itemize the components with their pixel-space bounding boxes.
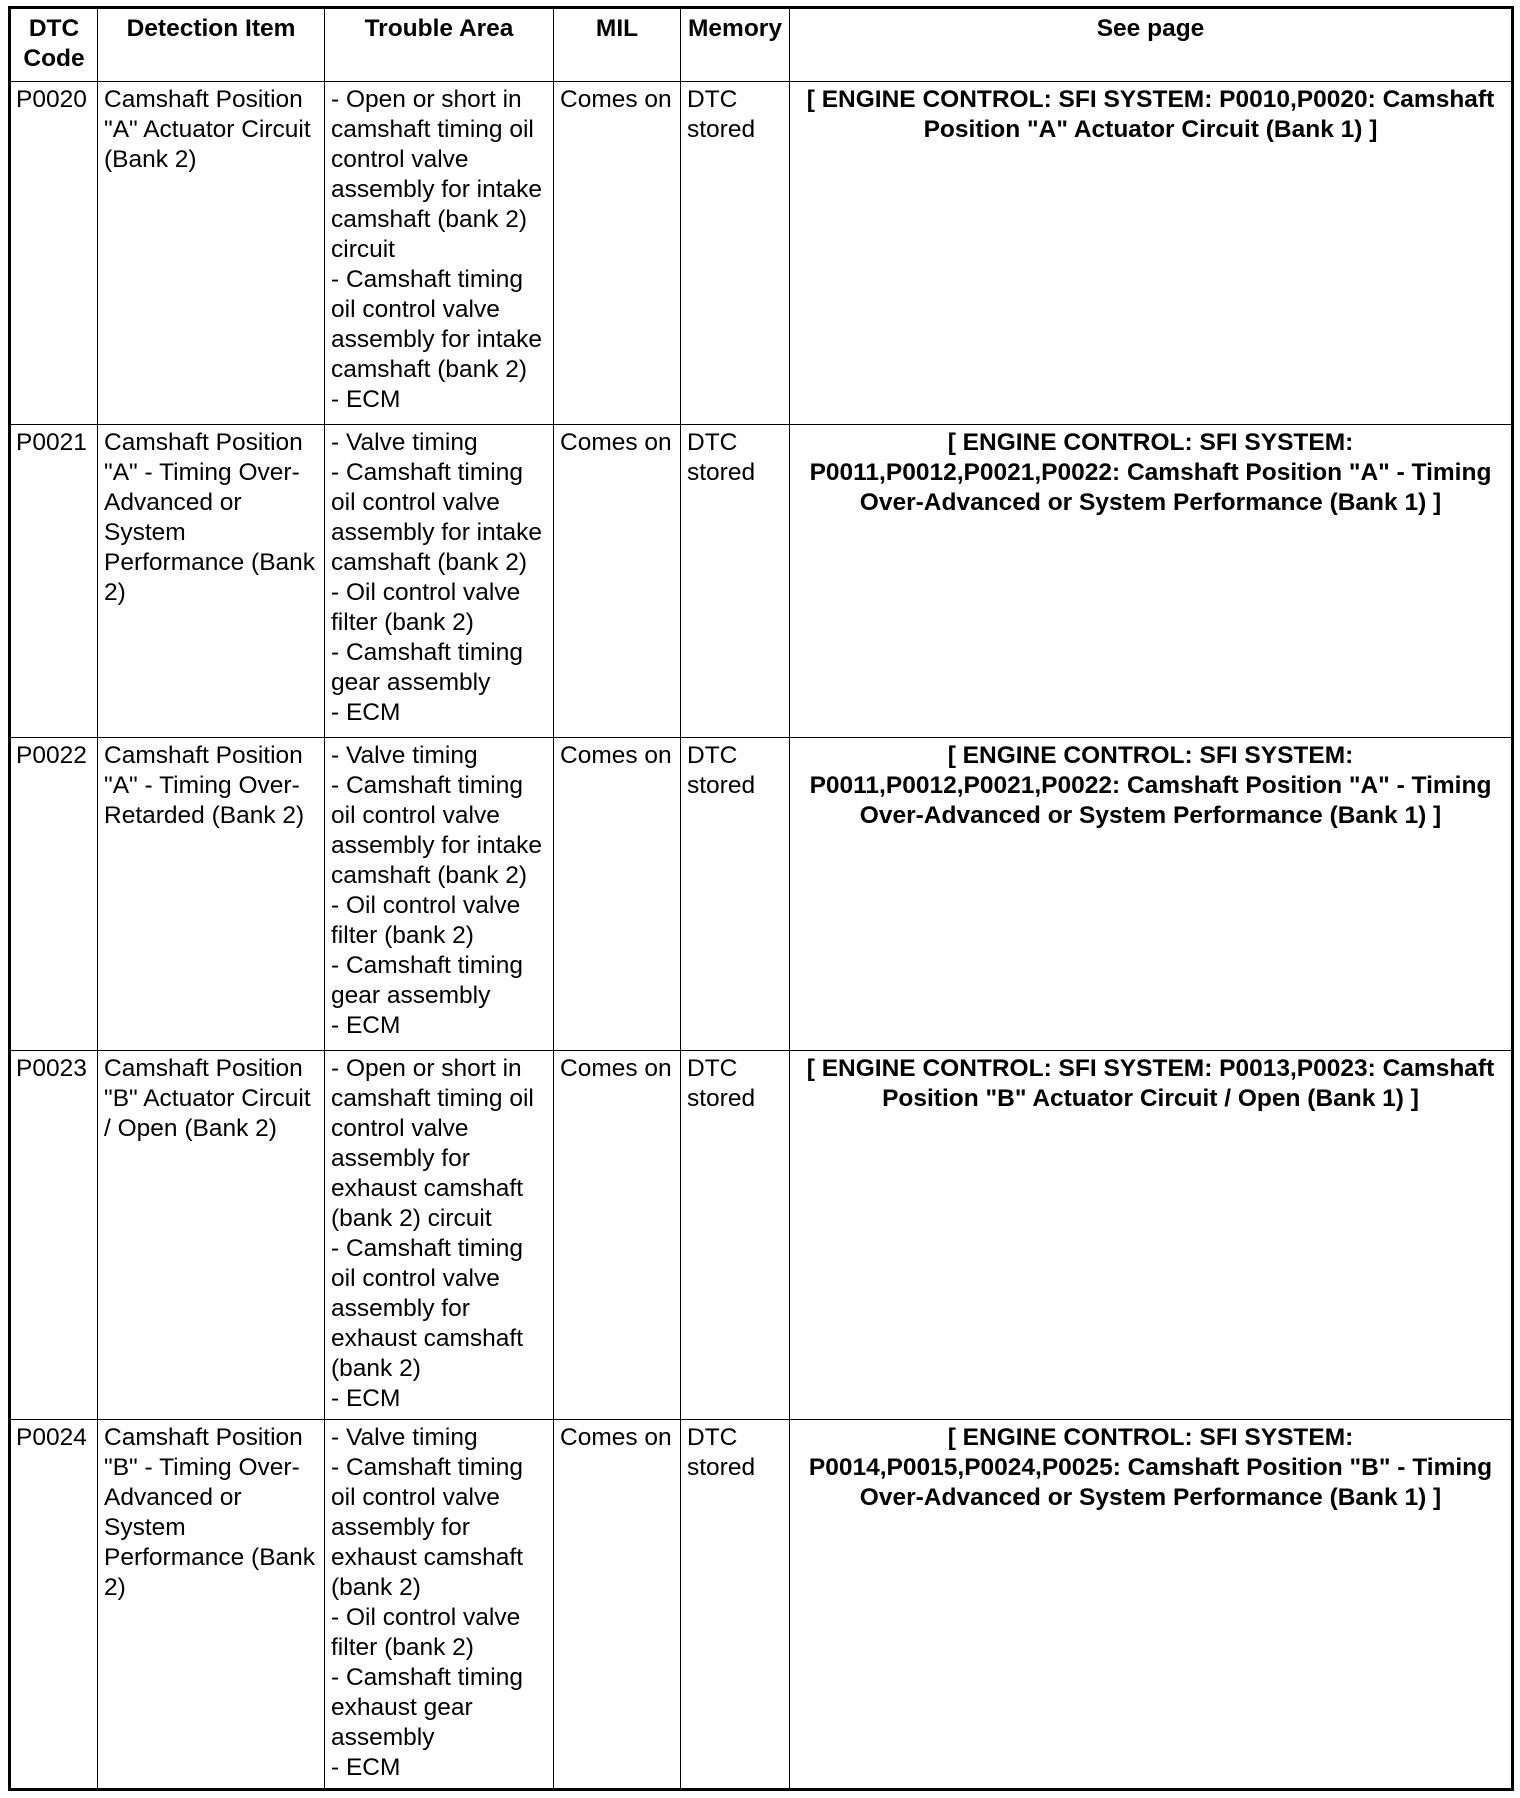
dtc-code-cell: P0024 (10, 1420, 98, 1790)
trouble-area-item: - Camshaft timing oil control valve assembly for intake camshaft (bank 2) (331, 266, 543, 383)
header-memory: Memory (681, 8, 790, 82)
detection-item-cell: Camshaft Position "A" Actuator Circuit (Bank 2) (98, 82, 325, 425)
trouble-area-item: - Valve timing (331, 429, 478, 456)
mil-cell: Comes on (554, 1051, 681, 1420)
trouble-area-item: - Camshaft timing oil control valve assembly for intake camshaft (bank 2) (331, 772, 543, 889)
header-see-page: See page (790, 8, 1513, 82)
memory-cell: DTC stored (681, 82, 790, 425)
mil-cell: Comes on (554, 738, 681, 1051)
trouble-area-cell (325, 82, 554, 425)
trouble-area-item: - Camshaft timing exhaust gear assembly (331, 1664, 523, 1751)
mil-cell: Comes on (554, 1420, 681, 1790)
mil-cell: Comes on (554, 82, 681, 425)
memory-cell: DTC stored (681, 738, 790, 1051)
trouble-area-item: - Open or short in camshaft timing oil control valve assembly for intake camshaft (bank 2) circuit (331, 86, 543, 263)
header-mil: MIL (554, 8, 681, 82)
table-row (10, 82, 1513, 425)
trouble-area-item: - ECM (331, 1754, 401, 1781)
table-body (10, 82, 1513, 1790)
trouble-area-item: - Oil control valve filter (bank 2) (331, 579, 521, 636)
dtc-code-cell: P0023 (10, 1051, 98, 1420)
trouble-area-item: - Camshaft timing gear assembly (331, 952, 523, 1009)
trouble-area-item: - Camshaft timing oil control valve assembly for exhaust camshaft (bank 2) (331, 1454, 524, 1601)
trouble-area-item: - Camshaft timing gear assembly (331, 639, 523, 696)
trouble-area-item: - ECM (331, 699, 401, 726)
detection-item-cell: Camshaft Position "A" - Timing Over-Advanced or System Performance (Bank 2) (98, 425, 325, 738)
trouble-area-cell (325, 1051, 554, 1420)
trouble-area-item: - ECM (331, 1012, 401, 1039)
header-dtc-code: DTC Code (10, 8, 98, 82)
trouble-area-item: - Valve timing (331, 742, 478, 769)
table-row (10, 1420, 1513, 1790)
header-row (10, 8, 1513, 82)
detection-item-cell: Camshaft Position "B" Actuator Circuit / Open (Bank 2) (98, 1051, 325, 1420)
mil-cell: Comes on (554, 425, 681, 738)
dtc-code-cell: P0020 (10, 82, 98, 425)
table-header (10, 8, 1513, 82)
table-row (10, 738, 1513, 1051)
trouble-area-item: - Camshaft timing oil control valve assembly for intake camshaft (bank 2) (331, 459, 543, 576)
see-page-link[interactable]: [ ENGINE CONTROL: SFI SYSTEM: P0011,P0012,P0021,P0022: Camshaft Position "A" - Timing Over-Advanced or System Performance (Bank 1) ] (790, 738, 1513, 1051)
trouble-area-item: - Camshaft timing oil control valve assembly for exhaust camshaft (bank 2) (331, 1235, 524, 1382)
see-page-link[interactable]: [ ENGINE CONTROL: SFI SYSTEM: P0014,P0015,P0024,P0025: Camshaft Position "B" - Timing Over-Advanced or System Performance (Bank 1) ] (790, 1420, 1513, 1790)
trouble-area-item: - Valve timing (331, 1424, 478, 1451)
memory-cell: DTC stored (681, 1420, 790, 1790)
dtc-table (8, 6, 1514, 1791)
see-page-link[interactable]: [ ENGINE CONTROL: SFI SYSTEM: P0010,P0020: Camshaft Position "A" Actuator Circuit (Bank 1) ] (790, 82, 1513, 425)
header-detection-item: Detection Item (98, 8, 325, 82)
detection-item-cell: Camshaft Position "A" - Timing Over-Retarded (Bank 2) (98, 738, 325, 1051)
detection-item-cell: Camshaft Position "B" - Timing Over-Advanced or System Performance (Bank 2) (98, 1420, 325, 1790)
trouble-area-cell (325, 425, 554, 738)
see-page-link[interactable]: [ ENGINE CONTROL: SFI SYSTEM: P0011,P0012,P0021,P0022: Camshaft Position "A" - Timing Over-Advanced or System Performance (Bank 1) ] (790, 425, 1513, 738)
memory-cell: DTC stored (681, 425, 790, 738)
trouble-area-cell (325, 1420, 554, 1790)
trouble-area-item: - ECM (331, 386, 401, 413)
table-row (10, 1051, 1513, 1420)
dtc-code-cell: P0022 (10, 738, 98, 1051)
trouble-area-item: - Oil control valve filter (bank 2) (331, 1604, 521, 1661)
trouble-area-item: - Oil control valve filter (bank 2) (331, 892, 521, 949)
trouble-area-cell (325, 738, 554, 1051)
header-trouble-area: Trouble Area (325, 8, 554, 82)
memory-cell: DTC stored (681, 1051, 790, 1420)
trouble-area-item: - ECM (331, 1385, 401, 1412)
see-page-link[interactable]: [ ENGINE CONTROL: SFI SYSTEM: P0013,P0023: Camshaft Position "B" Actuator Circuit / Open (Bank 1) ] (790, 1051, 1513, 1420)
trouble-area-item: - Open or short in camshaft timing oil control valve assembly for exhaust camshaft (bank 2) circuit (331, 1055, 534, 1232)
dtc-code-cell: P0021 (10, 425, 98, 738)
table-row (10, 425, 1513, 738)
